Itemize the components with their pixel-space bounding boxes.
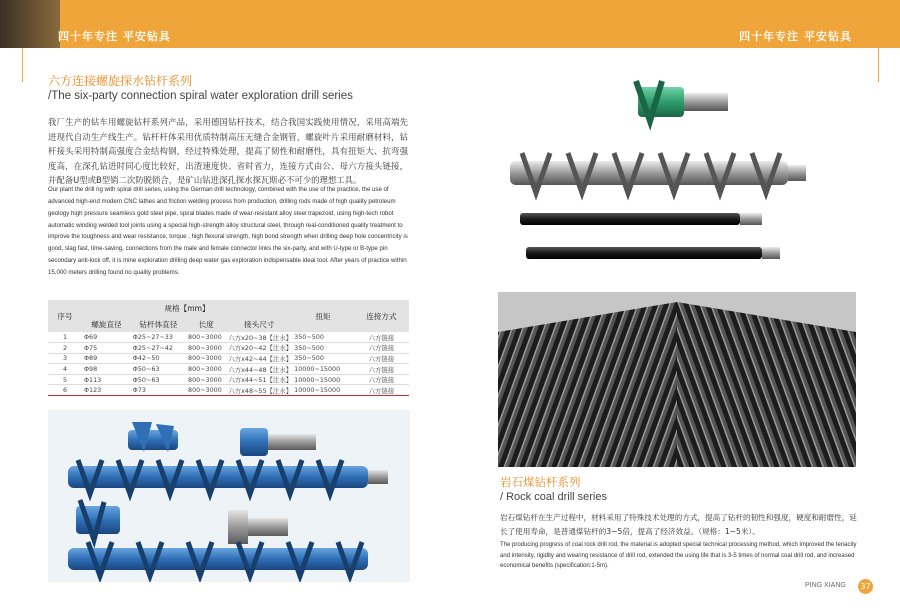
footer-brand: PING XIANG [805, 582, 846, 589]
cell-connect: 六方链接 [354, 364, 409, 375]
lower-blue-rod [68, 542, 368, 576]
header-no: 序号 [48, 300, 82, 332]
green-drill-rod-photo [498, 75, 856, 275]
cell-spiral: Φ69 [82, 332, 131, 343]
blue-drill-rod-illustration [48, 410, 410, 582]
rod-pile-left [498, 302, 677, 467]
black-rod-2 [526, 247, 780, 259]
cell-connect: 六方链接 [354, 385, 409, 396]
section1-title-en: /The six-party connection spiral water exploration drill series [48, 90, 353, 102]
black-rod-1 [520, 213, 762, 225]
cell-no: 6 [48, 385, 82, 396]
short-blue-segment [128, 422, 178, 452]
cell-joint: 六方x20~42【注水】 [228, 344, 293, 353]
header-slogan-left: 四十年专注 平安钻具 [58, 30, 171, 43]
cell-spiral: Φ75 [82, 343, 131, 354]
rod-pile-right [677, 302, 856, 467]
cell-length: 800~3000 [186, 353, 226, 364]
section2-paragraph-cn: 岩石煤钻杆在生产过程中，材料采用了特殊技术处理的方式，提高了钻杆的韧性和强度，硬度和耐磨性，延长了使用寿命，是普通煤钻杆的3~5倍，提高了经济效益。（规格：1~5米）。 [500, 513, 857, 536]
cell-torque: 10000~15000 [292, 385, 354, 396]
cell-body: Φ25~27~33 [131, 332, 186, 343]
cell-spiral: Φ113 [82, 374, 131, 385]
cell-body: Φ73 [131, 385, 186, 396]
cell-no: 4 [48, 364, 82, 375]
cell-spiral: Φ98 [82, 364, 131, 375]
cell-connect: 六方链接 [354, 374, 409, 385]
section2-title-en: / Rock coal drill series [500, 491, 607, 503]
cell-spiral: Φ123 [82, 385, 131, 396]
coal-drill-rod-stack-illustration [498, 292, 856, 467]
cell-body: Φ50~63 [131, 374, 186, 385]
section1-paragraph-en: Our plant the drill rig with spiral drill series, using the German drill technology, combined with the use of the practice, the use of advanced high-end modern CNC lathes and friction welding process from production, drilling rods made of high quality petroleum geology high pressure seamless gold steel pipe, spiral blades made of wear-resistant alloy steel trapezoid, using high-tech robot automatic winding welded tool joints using a special high-strength alloy structural steel, through real-conditioned quality treatment to improve the toughness and wear resistance, torque , high flexural strength, high bond strength when drilling deep hole concentricity is good, slag fast, time-saving, connections from the male and female connector links the six-party, and with U-type or B-type pin secondary anti-lock off, it is mine exploration drilling deep water gas exploration indispensable ideal tool. After years of practice within 15,000 meters drilling found no quality problems. [48, 186, 408, 276]
cell-joint: 六方x44~51【注水】 [228, 376, 293, 385]
header-slogan-right: 四十年专注 平安钻具 [739, 30, 852, 43]
header-joint: 接头尺寸 [226, 316, 292, 332]
header-bar [0, 0, 900, 48]
table-row [48, 364, 409, 375]
margin-rule-right [878, 48, 879, 82]
cell-no: 3 [48, 353, 82, 364]
cell-length: 800~3000 [186, 374, 226, 385]
spec-table [48, 300, 409, 396]
grey-spiral-rod [510, 153, 806, 193]
cell-length: 800~3000 [186, 364, 226, 375]
header-body-dia: 钻杆体直径 [131, 316, 186, 332]
cell-no: 5 [48, 374, 82, 385]
section2-paragraph-en: The producing progress of coal rock drill rod, the material is adopted special technical processing method, which improved the tenacity and intensity, rigidity and wearing resistance of drill rod, extended the using life that is 3-5 times of normal coal drill rod, and increased economical benefits (specification:1-5m). [500, 542, 857, 569]
green-joint [636, 81, 728, 121]
cell-joint: 六方x44~48【注水】 [228, 365, 293, 374]
cell-body: Φ25~27~42 [131, 343, 186, 354]
header-torque: 扭矩 [292, 300, 354, 332]
cell-torque: 350~500 [292, 353, 354, 364]
cell-length: 800~3000 [186, 332, 226, 343]
cell-no: 1 [48, 332, 82, 343]
long-blue-rod [68, 460, 388, 494]
cell-joint: 六方x42~44【注水】 [228, 354, 293, 363]
cell-length: 800~3000 [186, 343, 226, 354]
table-row [48, 353, 409, 364]
table-row [48, 332, 409, 343]
page-number-badge: 37 [858, 579, 873, 594]
cell-torque: 10000~15000 [292, 364, 354, 375]
cell-connect: 六方链接 [354, 353, 409, 364]
cell-joint: 六方x48~55【注水】 [228, 386, 293, 395]
header-spiral-dia: 螺旋直径 [82, 316, 131, 332]
margin-rule-left [22, 48, 23, 82]
cell-torque: 350~500 [292, 332, 354, 343]
header-length: 长度 [186, 316, 226, 332]
cell-torque: 350~500 [292, 343, 354, 354]
coal-drill-rod-stack-photo [498, 292, 856, 467]
cell-no: 2 [48, 343, 82, 354]
cell-joint: 六方x20~38【注水】 [228, 333, 293, 342]
cell-body: Φ50~63 [131, 364, 186, 375]
short-grey-segment [76, 500, 120, 540]
cell-connect: 六方链接 [354, 332, 409, 343]
table-row [48, 374, 409, 385]
table-row [48, 343, 409, 354]
header-spec: 规格【mm】 [82, 300, 292, 316]
cell-length: 800~3000 [186, 385, 226, 396]
header-photo-strip [0, 0, 60, 48]
blue-joint-segment [240, 428, 316, 456]
grey-joint-segment [228, 510, 288, 544]
blue-drill-rod-photo [48, 410, 410, 582]
section1-title-cn: 六方连接螺旋探水钻杆系列 [48, 74, 193, 88]
cell-torque: 10000~15000 [292, 374, 354, 385]
table-row [48, 385, 409, 396]
cell-spiral: Φ89 [82, 353, 131, 364]
green-drill-rod-illustration [498, 75, 856, 275]
section1-paragraph-cn: 我厂生产的钻车用螺旋钻杆系列产品，采用德国钻杆技术，结合我国实践使用情况，采用高端先进现代自动生产线生产。钻杆杆体采用优质特制高压无缝合金钢管，螺旋叶片采用耐磨材料，钻杆接头采用特制高强度合金结构钢，经过特殊处理，提高了韧性和耐磨性，具有扭矩大、抗弯强度高，在深孔钻进时同心度比较好，出渣速度快、省时省力，连接方式由公、母六方接头链接，并配备U型或B型销二次防脱锁合，是矿山钻进深孔探水探瓦斯必不可少的理想工具。 [48, 117, 408, 185]
cell-connect: 六方链接 [354, 343, 409, 354]
section2-title-cn: 岩石煤钻杆系列 [500, 475, 581, 489]
cell-body: Φ42~50 [131, 353, 186, 364]
header-connect: 连接方式 [354, 300, 409, 332]
